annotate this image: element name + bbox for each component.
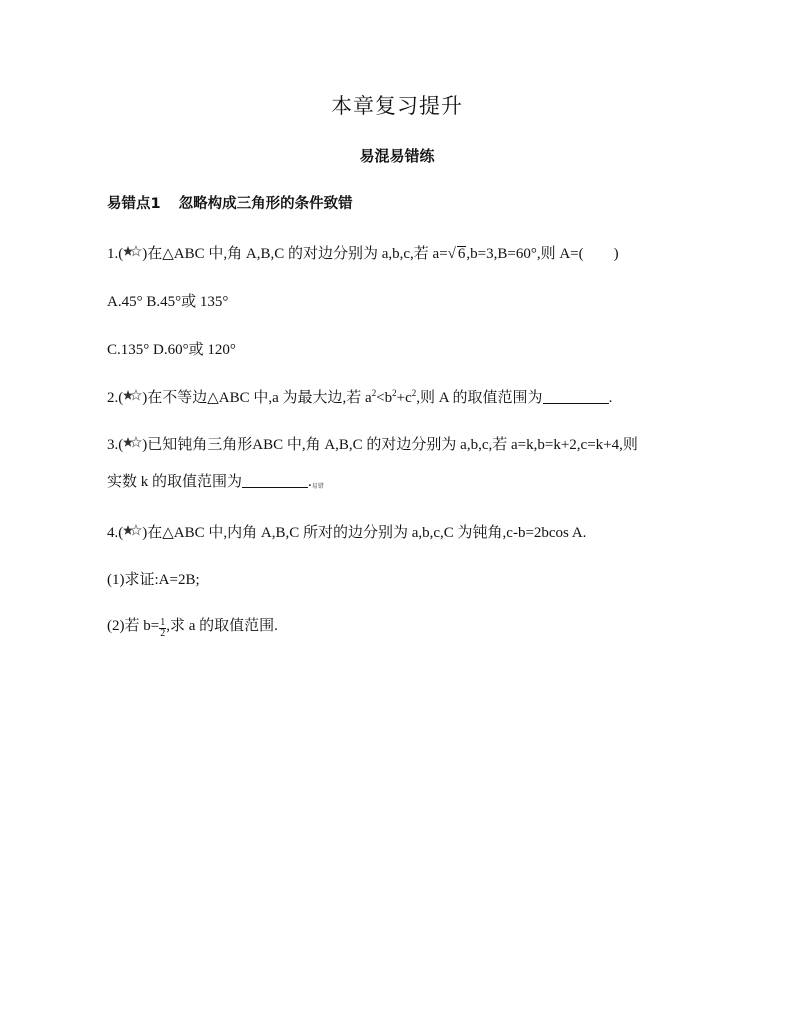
star-icon <box>123 436 142 450</box>
q4-part1: (1)求证:A=2B; <box>107 572 200 588</box>
fraction: $\frac{1}{2}$ <box>160 617 166 639</box>
page-title: 本章复习提升 <box>331 94 463 118</box>
question-number: 1.( <box>107 246 124 262</box>
star-icon <box>123 389 142 403</box>
answer-blank[interactable] <box>242 475 308 488</box>
question-3: 3.( )已知钝角三角形ABC 中,角 A,B,C 的对边分别为 a,b,c,若 a=k,b=k+2,c=k+4,则 <box>107 437 638 453</box>
subtitle: 易混易错练 <box>359 147 435 165</box>
star-icon <box>123 245 142 259</box>
error-mark: 易错 <box>311 484 324 490</box>
answer-blank[interactable] <box>543 391 609 404</box>
sqrt-symbol: √ 6 <box>447 246 466 262</box>
question-3-line2: 实数 k 的取值范围为 .易错 <box>107 474 324 490</box>
section-label: 易错点1 <box>107 196 161 212</box>
q4-part2: (2)若 b= $\frac{1}{2}$ ,求 a 的取值范围. <box>107 617 278 639</box>
q1-options-line2: C.135° D.60°或 120° <box>107 342 236 358</box>
question-1: 1.( )在△ABC 中,角 A,B,C 的对边分别为 a,b,c,若 a=√ 6,b=3,B=60°,则 A=( ) <box>107 246 619 262</box>
section-text: 忽略构成三角形的条件致错 <box>178 196 353 212</box>
star-icon <box>123 524 142 538</box>
section-heading <box>107 192 353 213</box>
q1-options-line1: A.45° B.45°或 135° <box>107 294 229 310</box>
question-2: 2.( )在不等边△ABC 中,a 为最大边,若 $a^2<b^2+c^2$,则 A 的取值范围为 . <box>107 388 613 406</box>
question-4: 4.( )在△ABC 中,内角 A,B,C 所对的边分别为 a,b,c,C 为钝角,c-b=2bcos A. <box>107 525 587 541</box>
